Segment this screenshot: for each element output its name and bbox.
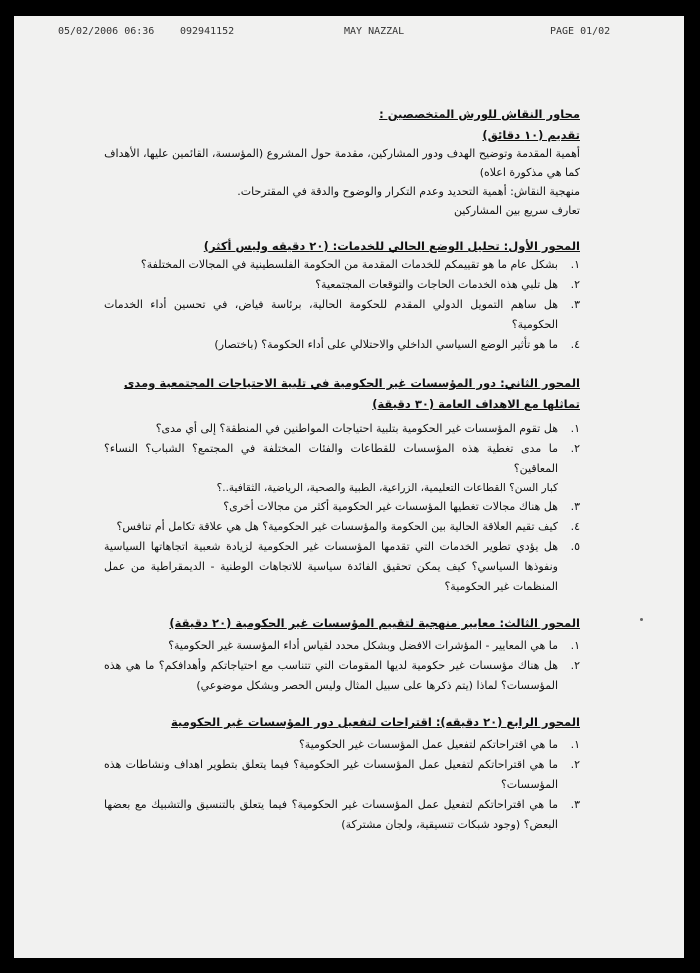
- section-1-list: [104, 255, 580, 355]
- section-3-heading: المحور الثالث: معايير منهجية لتقييم المؤسسات غير الحكومية (٢٠ دقيقة): [169, 616, 580, 630]
- list-item: ٢. هل تلبي هذه الخدمات الحاجات والتوقعات المجتمعية؟: [315, 278, 580, 291]
- intro-heading: تقديم (١٠ دقائق): [482, 128, 580, 142]
- list-item: ٢. هل هناك مؤسسات غير حكومية لديها المقومات التي تتناسب مع احتياجاتكم وأهدافكم؟ ما هي هذه المؤسسات؟ لماذا (يتم ذكرها على سبيل المثال وليس الحصر وبشكل موضوعي): [104, 659, 580, 692]
- list-item: ٣. هل هناك مجالات تغطيها المؤسسات غير الحكومية أكثر من مجالات أخرى؟: [223, 500, 580, 513]
- fax-number: 092941152: [180, 26, 235, 37]
- scan-speck: [640, 618, 643, 621]
- fax-sender: MAY NAZZAL: [344, 26, 405, 37]
- list-item: ٣. ما هي اقتراحاتكم لتفعيل عمل المؤسسات غير الحكومية؟ فيما يتعلق بالتنسيق والتشبيك مع بعضها البعض؟ (وجود شبكات تنسيقية، ولجان مشتركة): [104, 798, 580, 831]
- section-2-list-continued: [104, 497, 580, 597]
- fax-page-number: PAGE 01/02: [550, 26, 611, 37]
- intro-line-1: أهمية المقدمة وتوضيح الهدف ودور المشاركين، مقدمة حول المشروع (المؤسسة، القائمين عليها، الأهداف كما هي مذكورة اعلاه): [104, 147, 580, 179]
- list-item: ١. ما هي المعايير - المؤشرات الافضل وبشكل محدد لقياس أداء المؤسسة غير الحكومية؟: [168, 639, 580, 652]
- list-item: ٥. هل يؤدي تطوير الخدمات التي تقدمها المؤسسات غير الحكومية لزيادة شعبية اتجاهاتها السياسية ونفوذها السياسي؟ كيف يمكن تحقيق الفائدة سياسية للاتجاهات الوطنية - الديمقراطية من عمل المنظمات غير الحكومية؟: [104, 540, 580, 593]
- document-body: [104, 106, 580, 835]
- list-item: ١. هل تقوم المؤسسات غير الحكومية بتلبية احتياجات المواطنين في المنطقة؟ إلى أي مدى؟: [155, 422, 580, 435]
- intro-line-3: تعارف سريع بين المشاركين: [453, 204, 580, 217]
- list-item: ٢. ما هي اقتراحاتكم لتفعيل عمل المؤسسات غير الحكومية؟ فيما يتعلق بتطوير اهداف ونشاطات هذه المؤسسات؟: [104, 758, 580, 791]
- list-item: ١. ما هي اقتراحاتكم لتفعيل عمل المؤسسات غير الحكومية؟: [298, 738, 580, 751]
- list-item: ٢. ما مدى تغطية هذه المؤسسات للقطاعات والفئات المختلفة في المجتمع؟ الشباب؟ النساء؟ المعاقين؟: [104, 442, 580, 475]
- list-item: ٣. هل ساهم التمويل الدولي المقدم للحكومة الحالية، برئاسة فياض، في تحسين أداء الخدمات الحكومية؟: [104, 298, 580, 331]
- section-2-list: [104, 419, 580, 479]
- fax-header: [14, 26, 684, 40]
- section-4-list: [104, 735, 580, 835]
- section-2-heading: المحور الثاني: دور المؤسسات غير الحكومية في تلبية الاحتياجات المجتمعية ومدى تماثلها مع الاهداف العامة (٣٠ دقيقة): [123, 376, 580, 411]
- section-2-item-2-continuation: كبار السن؟ القطاعات التعليمية، الزراعية، الطبية والصحية، الرياضية، الثقافية..؟: [216, 482, 558, 494]
- intro-line-2: منهجية النقاش: أهمية التحديد وعدم التكرار والوضوح والدقة في المقترحات.: [237, 185, 580, 198]
- list-item: ٤. كيف تقيم العلاقة الحالية بين الحكومة والمؤسسات غير الحكومية؟ هل هي علاقة تكامل أم تنافس؟: [116, 520, 580, 533]
- fax-page: [14, 16, 684, 958]
- fax-date-time: 05/02/2006 06:36: [58, 26, 155, 37]
- list-item: ١. بشكل عام ما هو تقييمكم للخدمات المقدمة من الحكومة الفلسطينية في المجالات المختلفة؟: [140, 258, 580, 271]
- section-4-heading: المحور الرابع (٢٠ دقيقه): اقتراحات لتفعيل دور المؤسسات غير الحكومية: [170, 715, 580, 729]
- section-3-list: [104, 636, 580, 696]
- list-item: ٤. ما هو تأثير الوضع السياسي الداخلي والاحتلالي على أداء الحكومة؟ (باختصار): [214, 338, 580, 351]
- document-title: محاور النقاش للورش المتخصصين :: [379, 107, 580, 121]
- section-1-heading: المحور الأول: تحليل الوضع الحالي للخدمات: (٢٠ دقيقه وليس أكثر): [203, 239, 580, 253]
